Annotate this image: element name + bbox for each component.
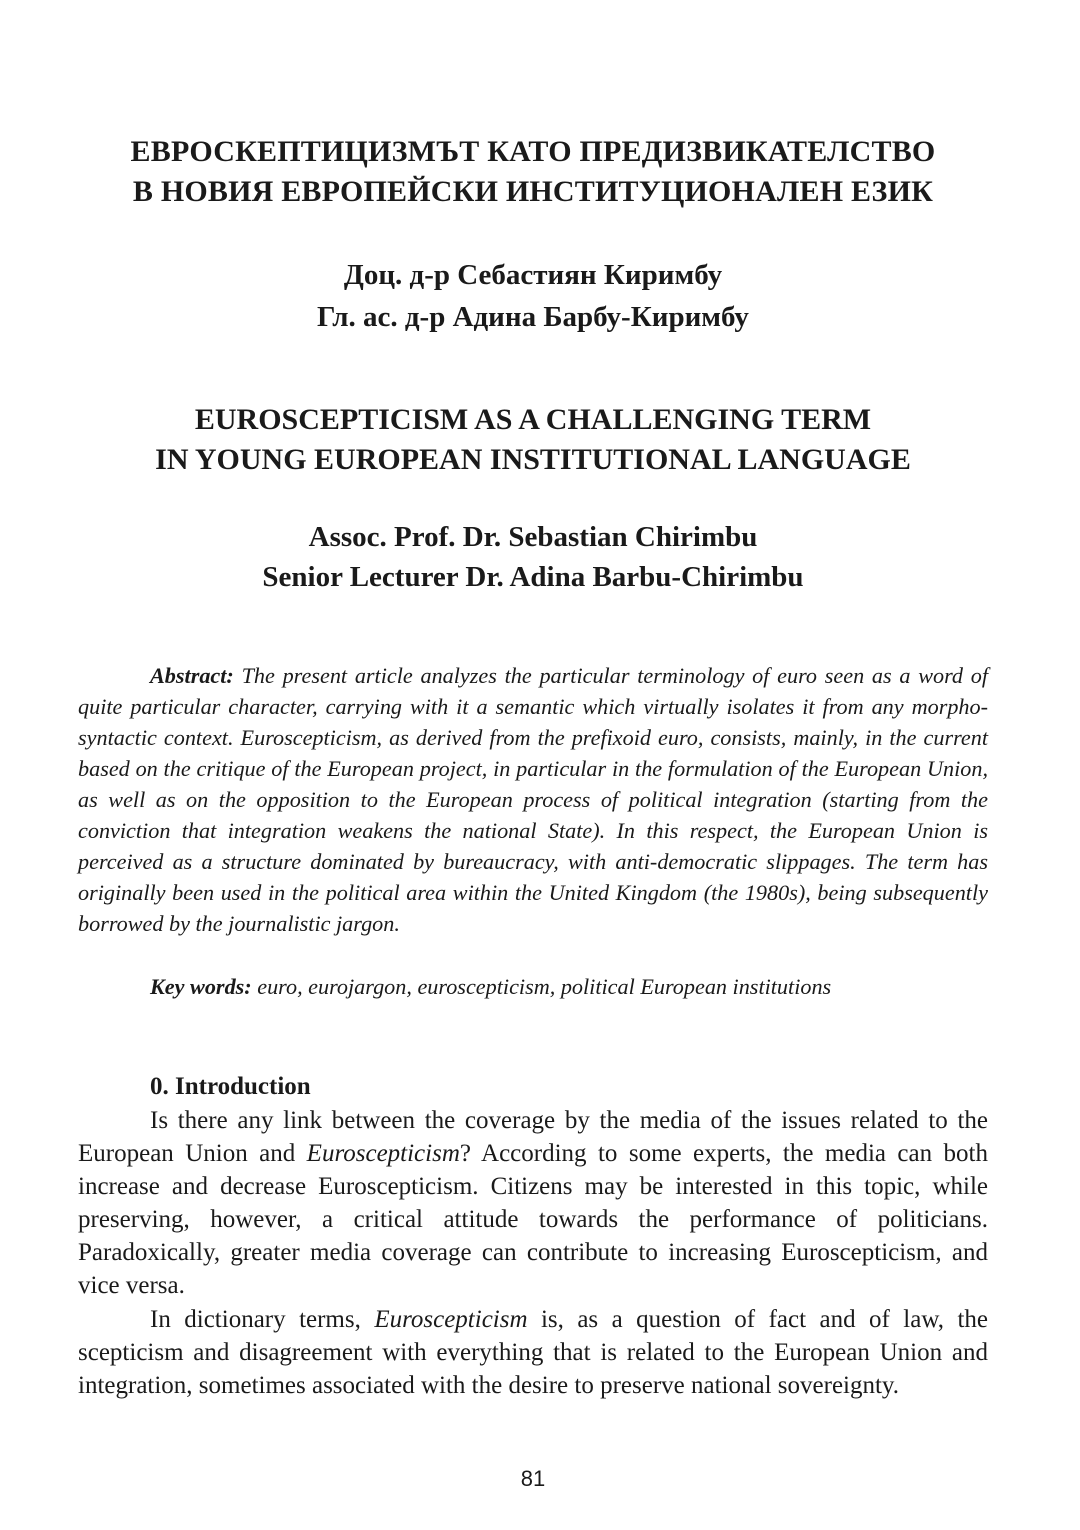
paragraph-2-text-b: is, as a question of fact and of law, the scepticism and disagreement with everything that is related to the European Union and integration, sometimes associated with the desire to preserve national sovereignty. bbox=[78, 1306, 988, 1399]
abstract-text: The present article analyzes the particular terminology of euro seen as a word of quite particular character, carrying with it a semantic which virtually isolates it from any morpho-syntactic context. Euroscepticism, as derived from the prefixoid euro, consists, mainly, in the current based on the critique of the European project, in particular in the formulation of the European Union, as well as on the opposition to the European process of political integration (starting from the conviction that integration weakens the national State). In this respect, the European Union is perceived as a structure dominated by bureaucracy, with anti-democratic slippages. The term has originally been used in the political area within the United Kingdom (the 1980s), being subsequently borrowed by the journalistic jargon. bbox=[78, 663, 988, 936]
author-english-2: Senior Lecturer Dr. Adina Barbu-Chirimbu bbox=[262, 561, 804, 593]
author-bulgarian-2: Гл. ас. д-р Адина Барбу-Киримбу bbox=[317, 301, 749, 333]
title-english bbox=[78, 400, 988, 480]
title-bulgarian-line-2: В НОВИЯ ЕВРОПЕЙСКИ ИНСТИТУЦИОНАЛЕН ЕЗИК bbox=[132, 175, 934, 208]
title-english-line-2: IN YOUNG EUROPEAN INSTITUTIONAL LANGUAGE bbox=[155, 443, 911, 476]
introduction-paragraph-1 bbox=[78, 1104, 988, 1302]
authors-english bbox=[78, 517, 988, 597]
paragraph-1-text-b: ? According to some experts, the media can both increase and decrease Euroscepticism. Citizens may be interested in this topic, while preserving, however, a critical attitude towards the performance of politicians. Paradoxically, greater media coverage can contribute to increasing Euroscepticism, and vice versa. bbox=[78, 1140, 988, 1299]
title-bulgarian-line-1: ЕВРОСКЕПТИЦИЗМЪТ КАТО ПРЕДИЗВИКАТЕЛСТВО bbox=[130, 135, 936, 168]
paragraph-1-text-a: Is there any link between the coverage by the media of the issues related to the European Union and bbox=[78, 1107, 988, 1167]
author-bulgarian-1: Доц. д-р Себастиян Киримбу bbox=[343, 259, 723, 291]
page-number: 81 bbox=[520, 1466, 546, 1491]
title-english-line-1: EUROSCEPTICISM AS A CHALLENGING TERM bbox=[194, 403, 872, 436]
introduction-paragraph-2 bbox=[78, 1303, 988, 1402]
paragraph-2-emphasis: Euroscepticism bbox=[374, 1306, 528, 1333]
paragraph-1-emphasis: Euroscepticism bbox=[306, 1140, 460, 1167]
abstract-paragraph bbox=[78, 660, 988, 939]
authors-bulgarian bbox=[78, 254, 988, 338]
title-bulgarian bbox=[78, 132, 988, 212]
keywords-label: Key words: bbox=[150, 974, 252, 999]
abstract-label: Abstract: bbox=[150, 663, 234, 688]
author-english-1: Assoc. Prof. Dr. Sebastian Chirimbu bbox=[308, 521, 758, 553]
section-heading-introduction: 0. Introduction bbox=[150, 1073, 311, 1100]
document-page bbox=[78, 0, 988, 1530]
keywords-text: euro, eurojargon, euroscepticism, political European institutions bbox=[251, 974, 832, 999]
paragraph-2-text-a: In dictionary terms, bbox=[150, 1306, 375, 1333]
keywords-paragraph bbox=[78, 971, 988, 1002]
